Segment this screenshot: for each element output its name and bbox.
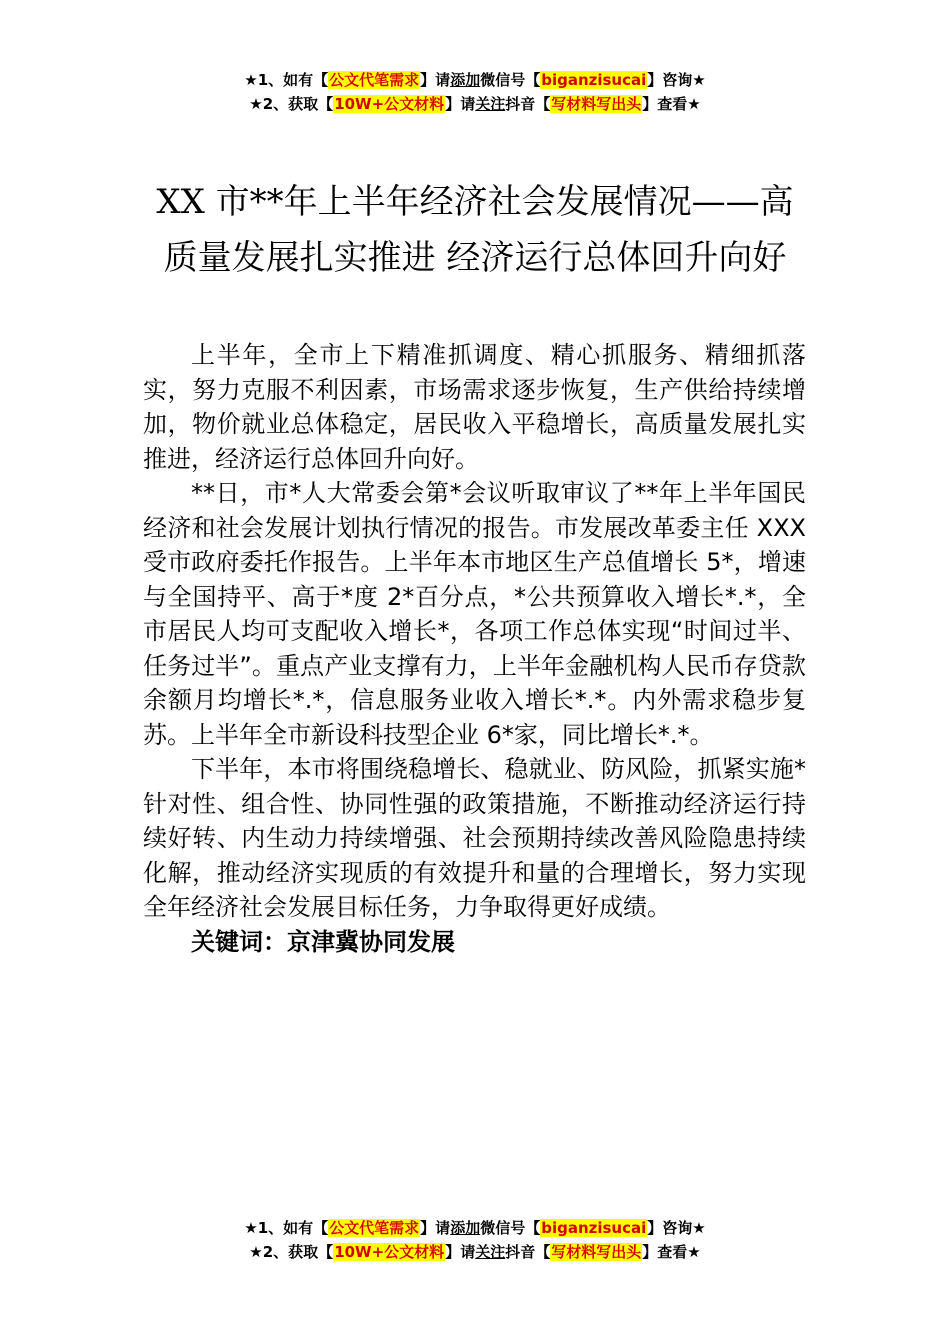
banner-text: ★1、如有【 <box>244 71 329 89</box>
banner-underline: 添加 <box>450 1219 481 1237</box>
banner-text: 】查看★ <box>642 95 701 113</box>
header-banner <box>0 68 950 116</box>
banner-line-2 <box>0 1240 950 1264</box>
banner-highlight: 10W+公文材料 <box>334 1243 445 1261</box>
banner-text: 抖音【 <box>505 95 551 113</box>
paragraph: 上半年，全市上下精准抓调度、精心抓服务、精细抓落实，努力克服不利因素，市场需求逐步恢复，生产供给持续增加，物价就业总体稳定，居民收入平稳增长，高质量发展扎实推进，经济运行总体回升向好。 <box>143 341 806 473</box>
document-body <box>143 338 806 959</box>
banner-line-2 <box>0 92 950 116</box>
banner-line-1 <box>0 1216 950 1240</box>
paragraph: **日，市*人大常委会第*会议听取审议了**年上半年国民经济和社会发展计划执行情况的报告。市发展改革委主任 XXX 受市政府委托作报告。上半年本市地区生产总值增长 5*，增速与全国持平、高于*度 2*百分点，*公共预算收入增长*.*，全市居民人均可支配收入增长*，各项工作总体实现“时间过半、任务过半”。重点产业支撑有力，上半年金融机构人民币存贷款余额月均增长*.*，信息服务业收入增长*.*。内外需求稳步复苏。上半年全市新设科技型企业 6*家，同比增长*.*。 <box>143 479 806 749</box>
banner-text: 】请 <box>420 71 451 89</box>
banner-highlight: biganzisucai <box>541 1219 647 1237</box>
banner-highlight: biganzisucai <box>541 71 647 89</box>
banner-highlight: 公文代笔需求 <box>329 71 420 89</box>
banner-underline: 关注 <box>475 1243 506 1261</box>
banner-highlight: 10W+公文材料 <box>334 95 445 113</box>
banner-line-1 <box>0 68 950 92</box>
banner-underline: 添加 <box>450 71 481 89</box>
banner-highlight: 写材料写出头 <box>551 1243 642 1261</box>
footer-banner <box>0 1216 950 1264</box>
banner-text: 】咨询★ <box>647 1219 706 1237</box>
banner-text: 】请 <box>420 1219 451 1237</box>
title-line-1: XX 市**年上半年经济社会发展情况——高 <box>156 182 794 222</box>
banner-text: 微信号【 <box>480 1219 541 1237</box>
banner-text: 】请 <box>445 95 476 113</box>
banner-text: 微信号【 <box>480 71 541 89</box>
banner-text: ★1、如有【 <box>244 1219 329 1237</box>
banner-text: ★2、获取【 <box>249 95 334 113</box>
banner-highlight: 公文代笔需求 <box>329 1219 420 1237</box>
banner-text: 】咨询★ <box>647 71 706 89</box>
banner-text: ★2、获取【 <box>249 1243 334 1261</box>
banner-text: 】查看★ <box>642 1243 701 1261</box>
document-title <box>100 174 850 286</box>
keywords: 关键词：京津冀协同发展 <box>191 927 455 956</box>
banner-text: 】请 <box>445 1243 476 1261</box>
banner-text: 抖音【 <box>505 1243 551 1261</box>
banner-underline: 关注 <box>475 95 506 113</box>
banner-highlight: 写材料写出头 <box>551 95 642 113</box>
paragraph: 下半年，本市将围绕稳增长、稳就业、防风险，抓紧实施*针对性、组合性、协同性强的政策措施，不断推动经济运行持续好转、内生动力持续增强、社会预期持续改善风险隐患持续化解，推动经济实现质的有效提升和量的合理增长，努力实现全年经济社会发展目标任务，力争取得更好成绩。 <box>143 755 806 921</box>
title-line-2: 质量发展扎实推进 经济运行总体回升向好 <box>163 238 787 278</box>
